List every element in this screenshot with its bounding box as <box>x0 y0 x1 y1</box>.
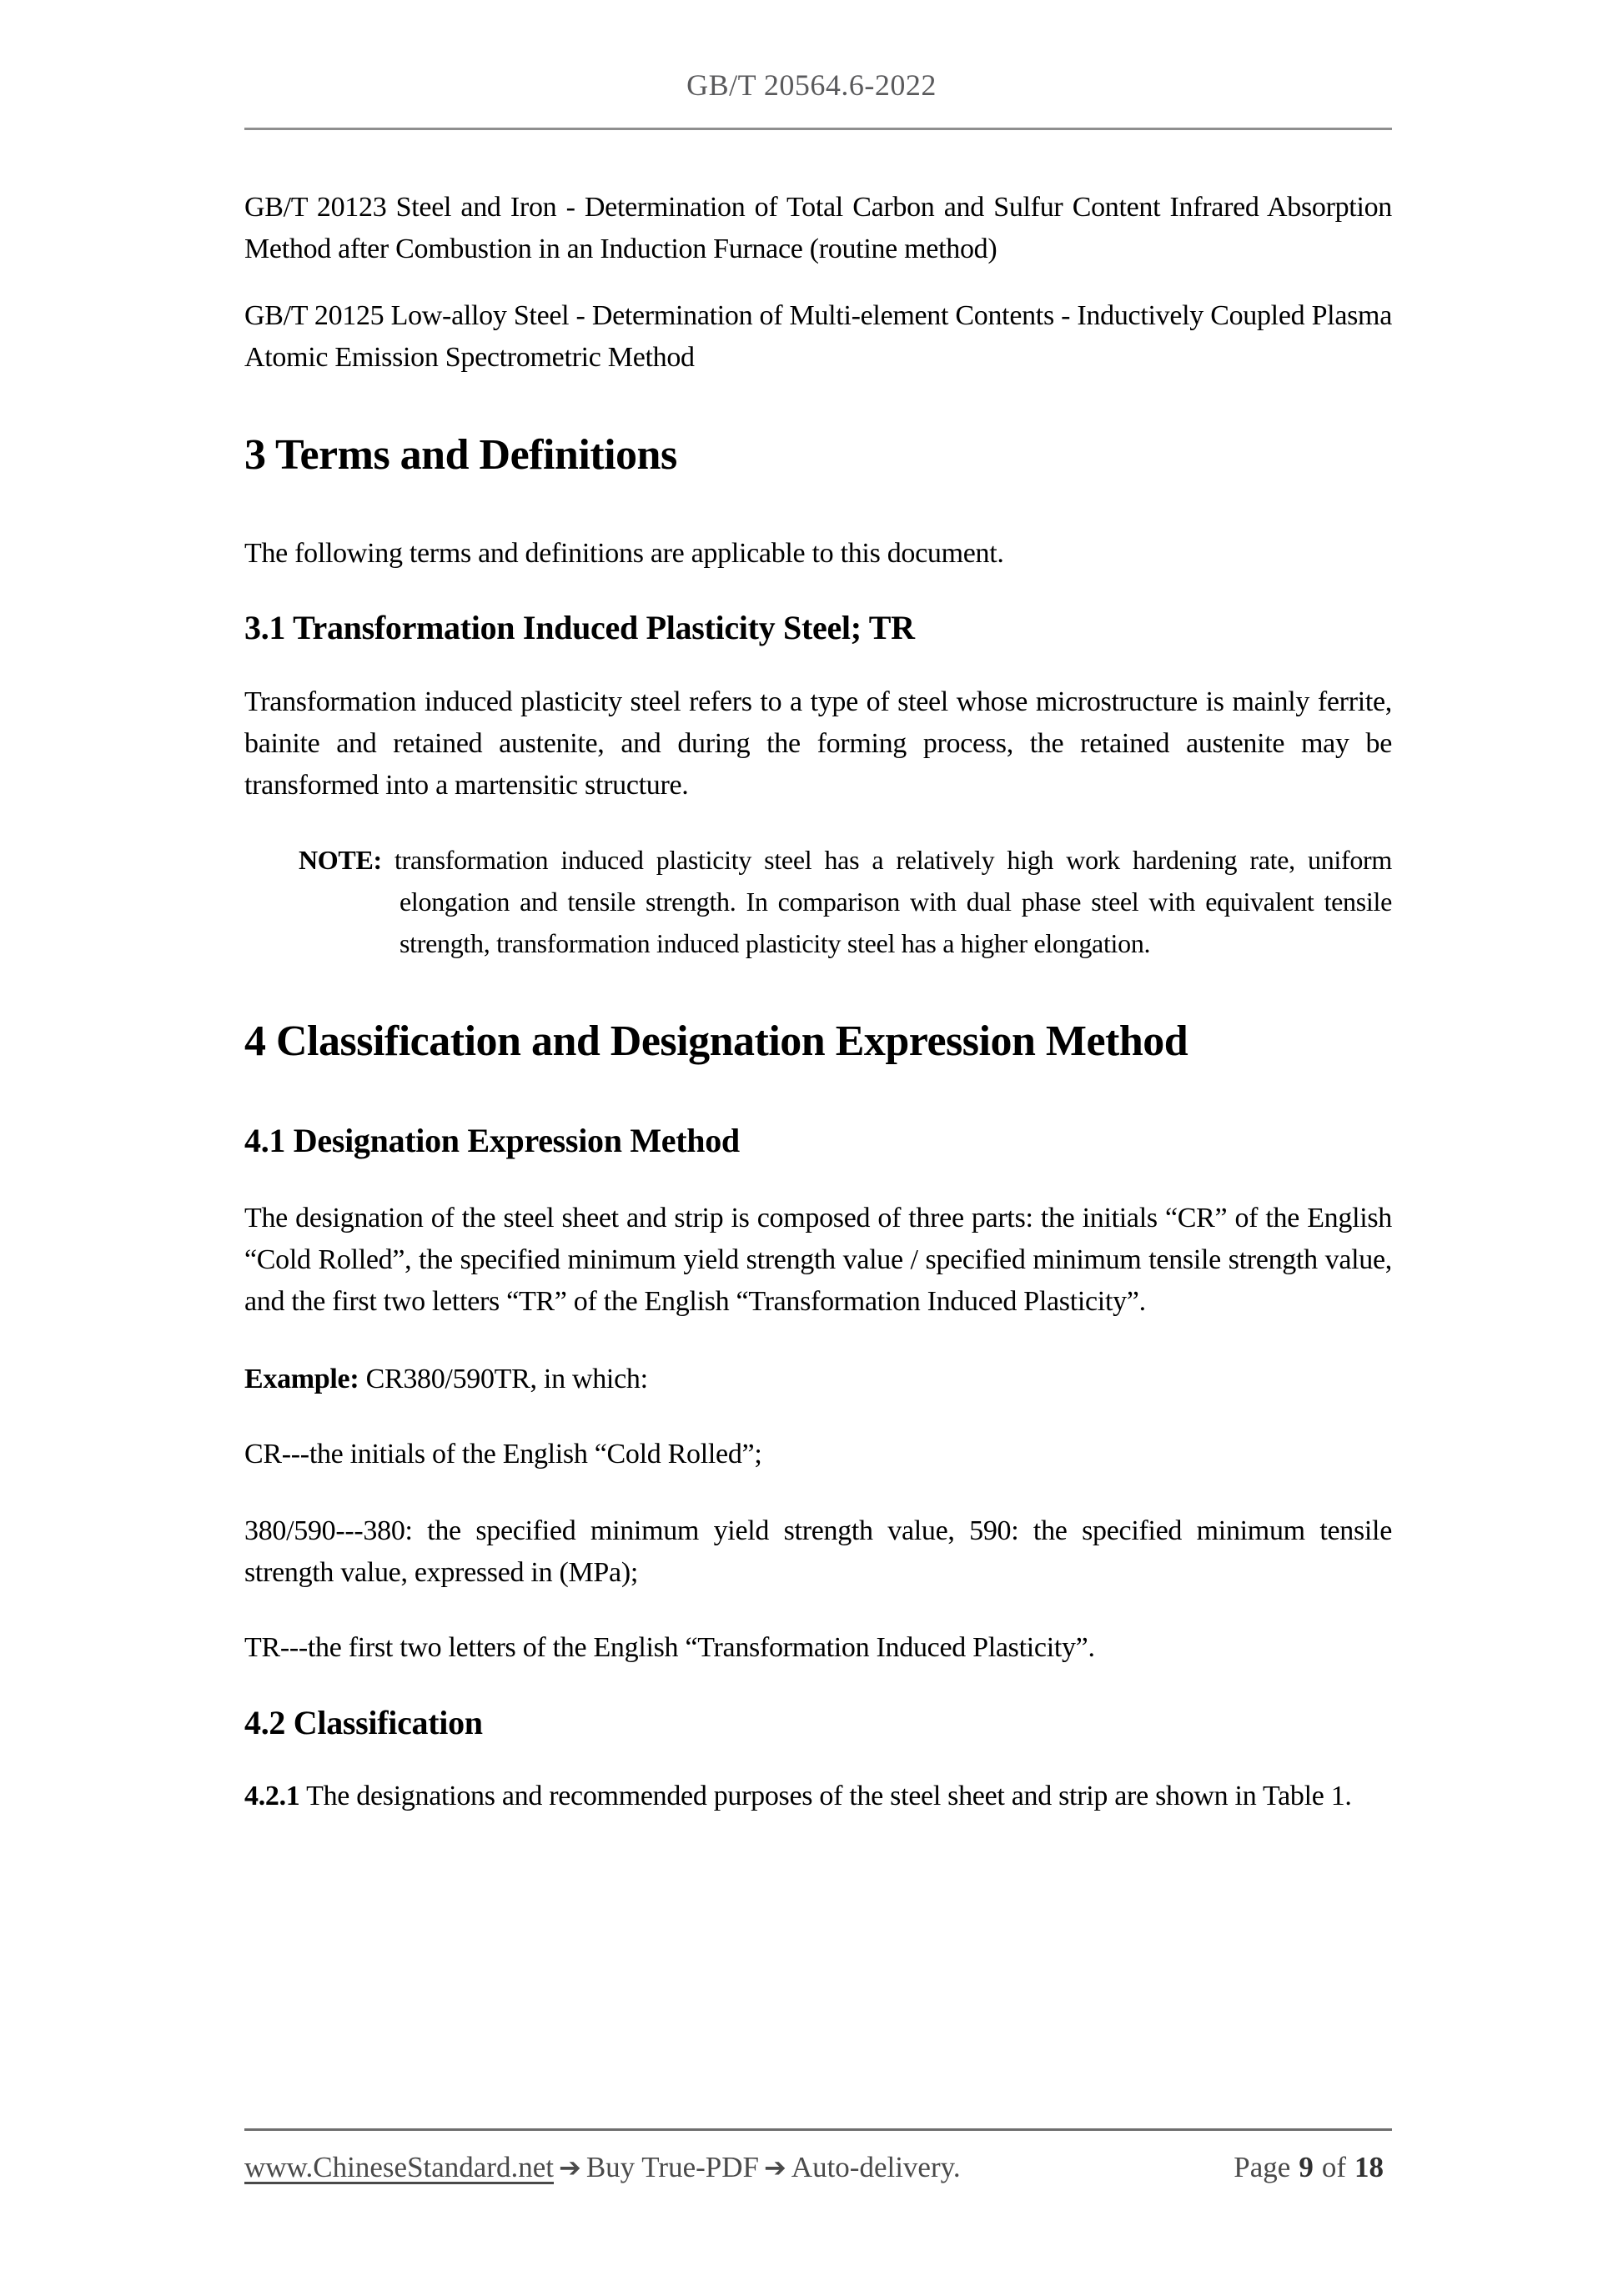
example-label: Example: <box>244 1364 359 1394</box>
page-label: Page <box>1234 2151 1291 2183</box>
note-paragraph <box>244 839 1392 964</box>
designation-method-paragraph: The designation of the steel sheet and strip is composed of three parts: the initials “CR” of the English “Cold Rolled”, the specified minimum yield strength value / specified minimum tensile strength value, and the first two letters “TR” of the English “Transformation Induced Plasticity”. <box>244 1203 1392 1317</box>
page-indicator <box>1234 2148 1392 2187</box>
right-arrow-icon: ➔ <box>763 2152 786 2183</box>
reference-paragraph-gbt20125: GB/T 20125 Low-alloy Steel - Determination of Multi-element Contents - Inductively Coupled Plasma Atomic Emission Spectrometric Method <box>244 300 1392 373</box>
footer-promo <box>244 2148 961 2187</box>
reference-paragraph-gbt20123: GB/T 20123 Steel and Iron - Determination of Total Carbon and Sulfur Content Infrared Absorption Method after Combustion in an Induction Furnace (routine method) <box>244 192 1392 264</box>
page-content <box>244 0 1392 1817</box>
doc-number-header: GB/T 20564.6-2022 <box>686 68 937 102</box>
footer-buy-text: Buy True-PDF <box>585 2151 759 2183</box>
page-footer <box>244 2148 1392 2187</box>
note-text: transformation induced plasticity steel has a relatively high work hardening rate, uniform elongation and tensile strength. In comparison with dual phase steel with equivalent tensile strength, transformation induced plasticity steel has a higher elongation. <box>394 845 1392 958</box>
clause-4-2-1-text: The designations and recommended purposes of the steel sheet and strip are shown in Table 1. <box>306 1781 1352 1811</box>
terms-intro-paragraph: The following terms and definitions are applicable to this document. <box>244 538 1004 569</box>
page-current: 9 <box>1299 2151 1314 2183</box>
site-link[interactable]: www.ChineseStandard.net <box>244 2151 554 2183</box>
footer-rule <box>244 2128 1392 2131</box>
example-paragraph <box>244 1359 1392 1400</box>
section-heading-terms-definitions: 3 Terms and Definitions <box>244 431 677 479</box>
cr-explanation-line: CR---the initials of the English “Cold Rolled”; <box>244 1439 762 1470</box>
tr-explanation-line: TR---the first two letters of the English “Transformation Induced Plasticity”. <box>244 1632 1095 1663</box>
subsection-heading-4-2: 4.2 Classification <box>244 1704 483 1741</box>
section-heading-classification-designation: 4 Classification and Designation Expression Method <box>244 1017 1188 1065</box>
right-arrow-icon: ➔ <box>559 2152 581 2183</box>
clause-4-2-1-label: 4.2.1 <box>244 1781 300 1811</box>
footer-delivery-text: Auto-delivery. <box>791 2151 961 2183</box>
page-of-label: of <box>1321 2151 1346 2183</box>
page-total: 18 <box>1354 2151 1384 2183</box>
example-text: CR380/590TR, in which: <box>365 1364 648 1394</box>
subsection-heading-4-1: 4.1 Designation Expression Method <box>244 1122 740 1159</box>
clause-4-2-1-paragraph <box>244 1776 1392 1817</box>
note-label: NOTE: <box>299 845 382 875</box>
strength-explanation-line: 380/590---380: the specified minimum yield strength value, 590: the specified minimum tensile strength value, expressed in (MPa); <box>244 1515 1392 1588</box>
definition-paragraph-3-1: Transformation induced plasticity steel refers to a type of steel whose microstructure is mainly ferrite, bainite and retained austenite, and during the forming process, the retained austenite may be transformed into a martensitic structure. <box>244 686 1392 801</box>
subsection-heading-3-1: 3.1 Transformation Induced Plasticity Steel; TR <box>244 609 915 646</box>
